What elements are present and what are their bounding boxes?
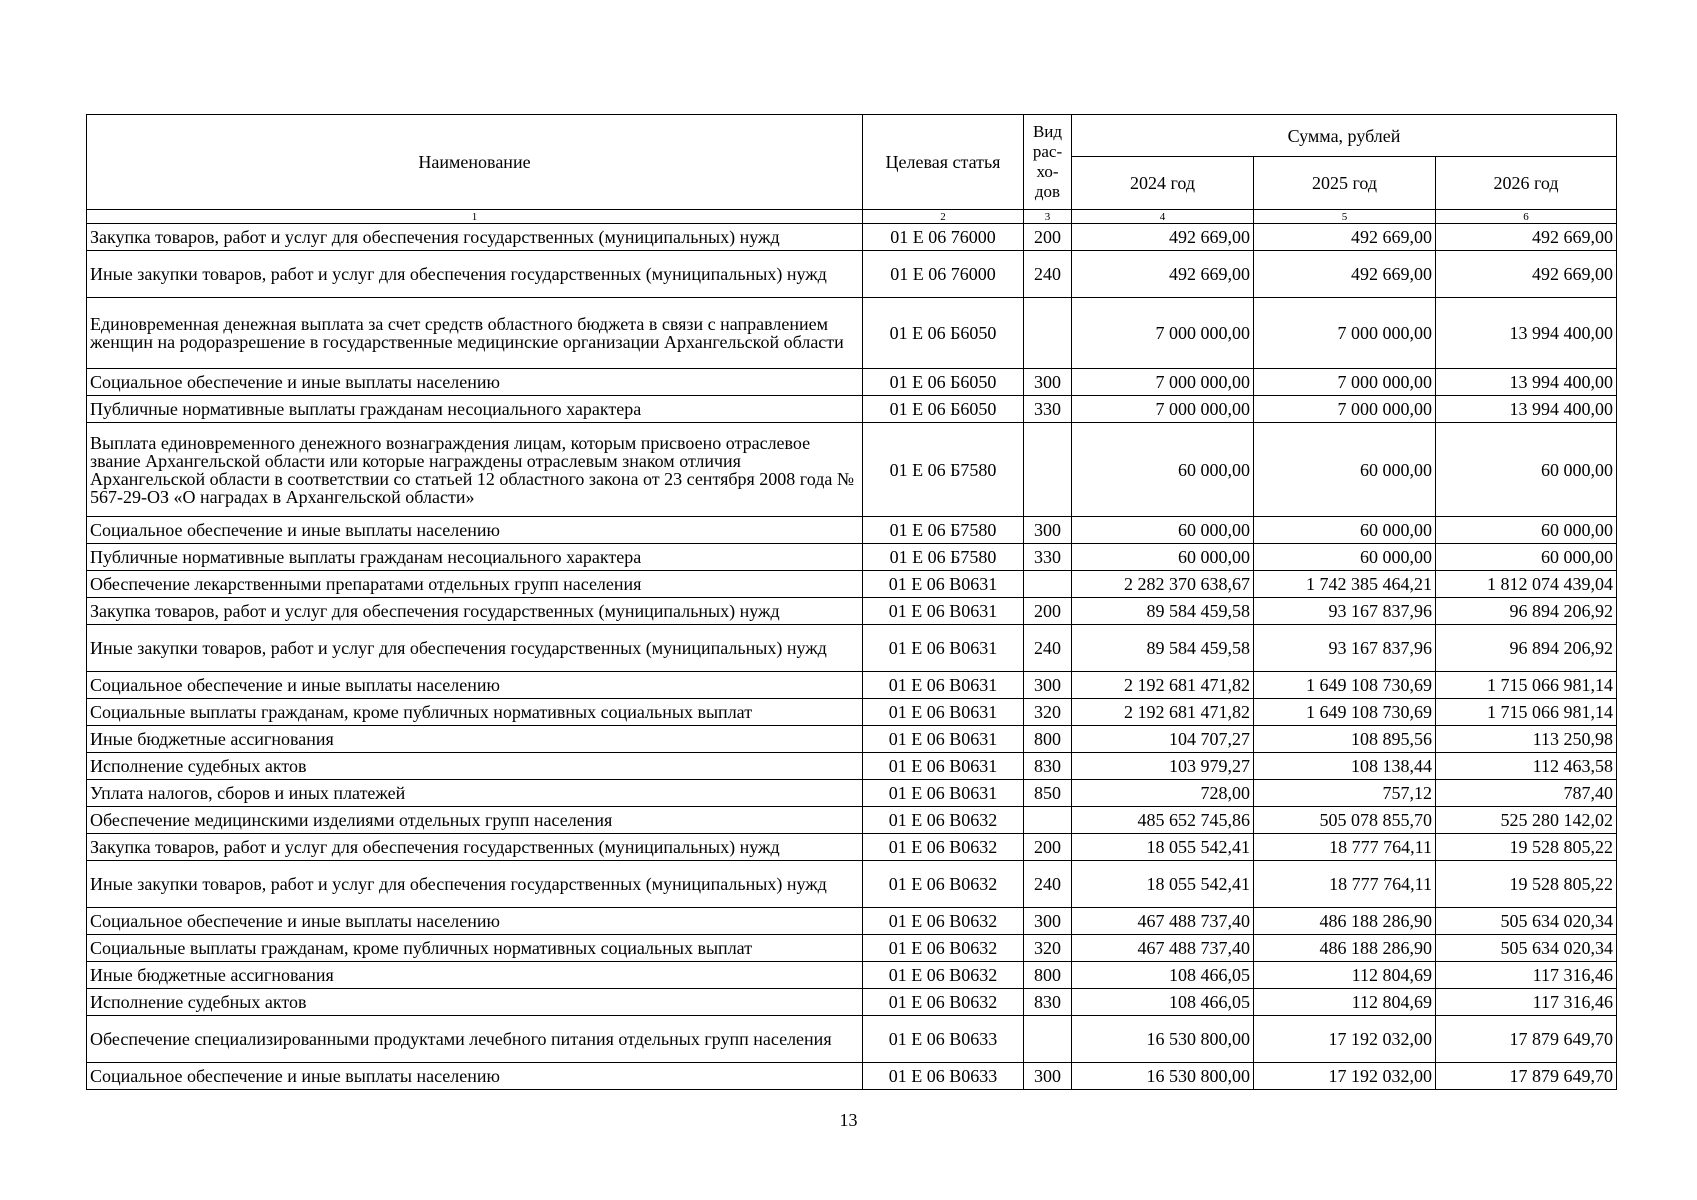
budget-table-body (87, 115, 1617, 1090)
row-target-code: 01 Е 06 В0631 (863, 598, 1024, 625)
table-row (87, 625, 1617, 672)
row-sum-2024: 492 669,00 (1072, 224, 1254, 251)
row-sum-2025: 505 078 855,70 (1254, 807, 1436, 834)
table-row (87, 251, 1617, 298)
row-expense-kind: 800 (1024, 726, 1072, 753)
row-sum-2025: 112 804,69 (1254, 989, 1436, 1016)
row-expense-kind: 300 (1024, 908, 1072, 935)
row-expense-kind (1024, 571, 1072, 598)
row-sum-2025: 7 000 000,00 (1254, 298, 1436, 369)
table-row (87, 672, 1617, 699)
row-name: Единовременная денежная выплата за счет средств областного бюджета в связи с направлением женщин на родоразрешение в государственные медицинские организации Архангельской области (87, 298, 863, 369)
row-sum-2026: 525 280 142,02 (1436, 807, 1617, 834)
row-expense-kind: 300 (1024, 369, 1072, 396)
row-sum-2026: 505 634 020,34 (1436, 908, 1617, 935)
header-row-top (87, 115, 1617, 157)
row-sum-2025: 60 000,00 (1254, 544, 1436, 571)
row-sum-2026: 60 000,00 (1436, 517, 1617, 544)
row-target-code: 01 Е 06 В0632 (863, 807, 1024, 834)
row-target-code: 01 Е 06 В0632 (863, 908, 1024, 935)
table-row (87, 989, 1617, 1016)
row-sum-2024: 485 652 745,86 (1072, 807, 1254, 834)
row-expense-kind (1024, 298, 1072, 369)
row-sum-2024: 2 192 681 471,82 (1072, 672, 1254, 699)
row-sum-2025: 18 777 764,11 (1254, 861, 1436, 908)
row-name: Социальное обеспечение и иные выплаты населению (87, 517, 863, 544)
column-index: 3 (1024, 210, 1072, 224)
row-expense-kind: 320 (1024, 935, 1072, 962)
table-row (87, 807, 1617, 834)
row-sum-2026: 113 250,98 (1436, 726, 1617, 753)
row-sum-2026: 96 894 206,92 (1436, 625, 1617, 672)
row-target-code: 01 Е 06 В0632 (863, 861, 1024, 908)
header-year-2024: 2024 год (1072, 157, 1254, 210)
row-expense-kind: 200 (1024, 224, 1072, 251)
row-name: Публичные нормативные выплаты гражданам несоциального характера (87, 396, 863, 423)
table-row (87, 423, 1617, 517)
row-target-code: 01 Е 06 Б6050 (863, 298, 1024, 369)
row-sum-2026: 112 463,58 (1436, 753, 1617, 780)
table-row (87, 935, 1617, 962)
row-target-code: 01 Е 06 Б7580 (863, 423, 1024, 517)
row-expense-kind: 830 (1024, 989, 1072, 1016)
row-sum-2025: 108 138,44 (1254, 753, 1436, 780)
table-row (87, 834, 1617, 861)
row-name: Иные закупки товаров, работ и услуг для обеспечения государственных (муниципальных) нужд (87, 625, 863, 672)
row-sum-2024: 728,00 (1072, 780, 1254, 807)
row-sum-2026: 505 634 020,34 (1436, 935, 1617, 962)
row-sum-2026: 117 316,46 (1436, 989, 1617, 1016)
table-row (87, 517, 1617, 544)
row-expense-kind: 300 (1024, 1063, 1072, 1090)
row-sum-2024: 60 000,00 (1072, 544, 1254, 571)
row-name: Иные бюджетные ассигнования (87, 962, 863, 989)
table-row (87, 726, 1617, 753)
row-sum-2025: 492 669,00 (1254, 224, 1436, 251)
table-row (87, 1016, 1617, 1063)
row-target-code: 01 Е 06 В0632 (863, 962, 1024, 989)
row-expense-kind: 800 (1024, 962, 1072, 989)
row-sum-2025: 60 000,00 (1254, 423, 1436, 517)
row-sum-2025: 486 188 286,90 (1254, 935, 1436, 962)
row-sum-2026: 117 316,46 (1436, 962, 1617, 989)
column-index: 6 (1436, 210, 1617, 224)
row-name: Публичные нормативные выплаты гражданам несоциального характера (87, 544, 863, 571)
column-index: 2 (863, 210, 1024, 224)
table-row (87, 699, 1617, 726)
row-expense-kind (1024, 1016, 1072, 1063)
row-sum-2026: 17 879 649,70 (1436, 1063, 1617, 1090)
row-sum-2025: 17 192 032,00 (1254, 1063, 1436, 1090)
table-row (87, 396, 1617, 423)
row-sum-2024: 108 466,05 (1072, 989, 1254, 1016)
row-sum-2026: 19 528 805,22 (1436, 834, 1617, 861)
row-sum-2025: 112 804,69 (1254, 962, 1436, 989)
row-name: Обеспечение медицинскими изделиями отдельных групп населения (87, 807, 863, 834)
row-target-code: 01 Е 06 В0631 (863, 571, 1024, 598)
row-expense-kind: 200 (1024, 834, 1072, 861)
row-sum-2024: 467 488 737,40 (1072, 908, 1254, 935)
page-number: 13 (839, 1110, 858, 1130)
row-sum-2025: 108 895,56 (1254, 726, 1436, 753)
column-index: 5 (1254, 210, 1436, 224)
column-index: 4 (1072, 210, 1254, 224)
row-sum-2026: 60 000,00 (1436, 423, 1617, 517)
table-row (87, 1063, 1617, 1090)
header-sum: Сумма, рублей (1072, 115, 1617, 157)
table-row (87, 962, 1617, 989)
row-target-code: 01 Е 06 Б7580 (863, 517, 1024, 544)
row-expense-kind: 240 (1024, 251, 1072, 298)
row-sum-2025: 1 649 108 730,69 (1254, 672, 1436, 699)
row-sum-2026: 492 669,00 (1436, 224, 1617, 251)
row-target-code: 01 Е 06 Б7580 (863, 544, 1024, 571)
row-name: Закупка товаров, работ и услуг для обеспечения государственных (муниципальных) нужд (87, 834, 863, 861)
row-target-code: 01 Е 06 В0631 (863, 780, 1024, 807)
row-sum-2026: 1 812 074 439,04 (1436, 571, 1617, 598)
row-sum-2024: 104 707,27 (1072, 726, 1254, 753)
row-name: Закупка товаров, работ и услуг для обеспечения государственных (муниципальных) нужд (87, 598, 863, 625)
row-sum-2024: 103 979,27 (1072, 753, 1254, 780)
row-expense-kind: 300 (1024, 517, 1072, 544)
row-expense-kind (1024, 423, 1072, 517)
row-sum-2024: 7 000 000,00 (1072, 369, 1254, 396)
row-target-code: 01 Е 06 76000 (863, 224, 1024, 251)
row-sum-2026: 13 994 400,00 (1436, 369, 1617, 396)
row-name: Иные закупки товаров, работ и услуг для обеспечения государственных (муниципальных) нужд (87, 861, 863, 908)
row-sum-2025: 757,12 (1254, 780, 1436, 807)
row-name: Социальное обеспечение и иные выплаты населению (87, 1063, 863, 1090)
row-sum-2025: 60 000,00 (1254, 517, 1436, 544)
row-name: Социальное обеспечение и иные выплаты населению (87, 908, 863, 935)
row-sum-2026: 1 715 066 981,14 (1436, 699, 1617, 726)
row-expense-kind: 330 (1024, 396, 1072, 423)
row-expense-kind: 830 (1024, 753, 1072, 780)
row-target-code: 01 Е 06 В0632 (863, 834, 1024, 861)
row-target-code: 01 Е 06 Б6050 (863, 369, 1024, 396)
row-expense-kind: 240 (1024, 625, 1072, 672)
row-sum-2024: 89 584 459,58 (1072, 625, 1254, 672)
row-sum-2026: 787,40 (1436, 780, 1617, 807)
row-sum-2026: 17 879 649,70 (1436, 1016, 1617, 1063)
row-expense-kind: 320 (1024, 699, 1072, 726)
row-expense-kind: 240 (1024, 861, 1072, 908)
row-sum-2026: 19 528 805,22 (1436, 861, 1617, 908)
row-target-code: 01 Е 06 В0631 (863, 726, 1024, 753)
table-row (87, 298, 1617, 369)
row-target-code: 01 Е 06 В0632 (863, 989, 1024, 1016)
row-name: Закупка товаров, работ и услуг для обеспечения государственных (муниципальных) нужд (87, 224, 863, 251)
row-sum-2025: 7 000 000,00 (1254, 396, 1436, 423)
row-name: Социальные выплаты гражданам, кроме публичных нормативных социальных выплат (87, 935, 863, 962)
table-row (87, 753, 1617, 780)
row-sum-2024: 492 669,00 (1072, 251, 1254, 298)
row-sum-2025: 18 777 764,11 (1254, 834, 1436, 861)
row-sum-2024: 467 488 737,40 (1072, 935, 1254, 962)
row-name: Исполнение судебных актов (87, 989, 863, 1016)
table-row (87, 224, 1617, 251)
row-sum-2024: 18 055 542,41 (1072, 861, 1254, 908)
row-sum-2025: 1 742 385 464,21 (1254, 571, 1436, 598)
row-sum-2026: 492 669,00 (1436, 251, 1617, 298)
row-target-code: 01 Е 06 В0631 (863, 672, 1024, 699)
row-expense-kind: 200 (1024, 598, 1072, 625)
table-row (87, 598, 1617, 625)
table-row (87, 780, 1617, 807)
row-sum-2026: 13 994 400,00 (1436, 298, 1617, 369)
row-sum-2025: 93 167 837,96 (1254, 598, 1436, 625)
budget-table (86, 114, 1617, 1090)
row-sum-2025: 492 669,00 (1254, 251, 1436, 298)
row-sum-2025: 486 188 286,90 (1254, 908, 1436, 935)
row-target-code: 01 Е 06 Б6050 (863, 396, 1024, 423)
row-sum-2025: 17 192 032,00 (1254, 1016, 1436, 1063)
row-sum-2026: 1 715 066 981,14 (1436, 672, 1617, 699)
row-sum-2024: 108 466,05 (1072, 962, 1254, 989)
row-sum-2024: 7 000 000,00 (1072, 298, 1254, 369)
row-sum-2024: 18 055 542,41 (1072, 834, 1254, 861)
row-name: Исполнение судебных актов (87, 753, 863, 780)
column-index: 1 (87, 210, 863, 224)
row-target-code: 01 Е 06 В0631 (863, 753, 1024, 780)
row-target-code: 01 Е 06 В0631 (863, 625, 1024, 672)
row-sum-2024: 7 000 000,00 (1072, 396, 1254, 423)
row-name: Выплата единовременного денежного вознаграждения лицам, которым присвоено отраслевое звание Архангельской области или которые награждены отраслевым знаком отличия Архангельской области в соответствии со статьей 12 областного закона от 23 сентября 2008 года № 567-29-ОЗ «О наградах в Архангельской области» (87, 423, 863, 517)
table-row (87, 571, 1617, 598)
row-target-code: 01 Е 06 В0633 (863, 1016, 1024, 1063)
table-row (87, 861, 1617, 908)
row-expense-kind: 330 (1024, 544, 1072, 571)
row-target-code: 01 Е 06 В0632 (863, 935, 1024, 962)
row-sum-2026: 96 894 206,92 (1436, 598, 1617, 625)
row-sum-2025: 93 167 837,96 (1254, 625, 1436, 672)
table-row (87, 369, 1617, 396)
header-name: Наименование (87, 115, 863, 210)
header-target: Целевая статья (863, 115, 1024, 210)
header-year-2025: 2025 год (1254, 157, 1436, 210)
row-sum-2024: 2 192 681 471,82 (1072, 699, 1254, 726)
row-sum-2026: 60 000,00 (1436, 544, 1617, 571)
row-sum-2024: 16 530 800,00 (1072, 1063, 1254, 1090)
row-target-code: 01 Е 06 В0631 (863, 699, 1024, 726)
table-row (87, 908, 1617, 935)
column-index-row (87, 210, 1617, 224)
row-expense-kind: 300 (1024, 672, 1072, 699)
row-target-code: 01 Е 06 В0633 (863, 1063, 1024, 1090)
row-sum-2024: 16 530 800,00 (1072, 1016, 1254, 1063)
row-name: Иные бюджетные ассигнования (87, 726, 863, 753)
row-name: Социальное обеспечение и иные выплаты населению (87, 369, 863, 396)
row-sum-2026: 13 994 400,00 (1436, 396, 1617, 423)
row-sum-2024: 2 282 370 638,67 (1072, 571, 1254, 598)
row-name: Социальное обеспечение и иные выплаты населению (87, 672, 863, 699)
row-sum-2025: 1 649 108 730,69 (1254, 699, 1436, 726)
row-sum-2025: 7 000 000,00 (1254, 369, 1436, 396)
row-sum-2024: 60 000,00 (1072, 517, 1254, 544)
row-name: Социальные выплаты гражданам, кроме публичных нормативных социальных выплат (87, 699, 863, 726)
row-sum-2024: 89 584 459,58 (1072, 598, 1254, 625)
row-expense-kind: 850 (1024, 780, 1072, 807)
row-sum-2024: 60 000,00 (1072, 423, 1254, 517)
row-name: Обеспечение лекарственными препаратами отдельных групп населения (87, 571, 863, 598)
row-target-code: 01 Е 06 76000 (863, 251, 1024, 298)
row-name: Уплата налогов, сборов и иных платежей (87, 780, 863, 807)
row-name: Иные закупки товаров, работ и услуг для обеспечения государственных (муниципальных) нужд (87, 251, 863, 298)
row-expense-kind (1024, 807, 1072, 834)
table-row (87, 544, 1617, 571)
header-kind: Вид рас-хо-дов (1024, 115, 1072, 210)
row-name: Обеспечение специализированными продуктами лечебного питания отдельных групп населения (87, 1016, 863, 1063)
header-year-2026: 2026 год (1436, 157, 1617, 210)
